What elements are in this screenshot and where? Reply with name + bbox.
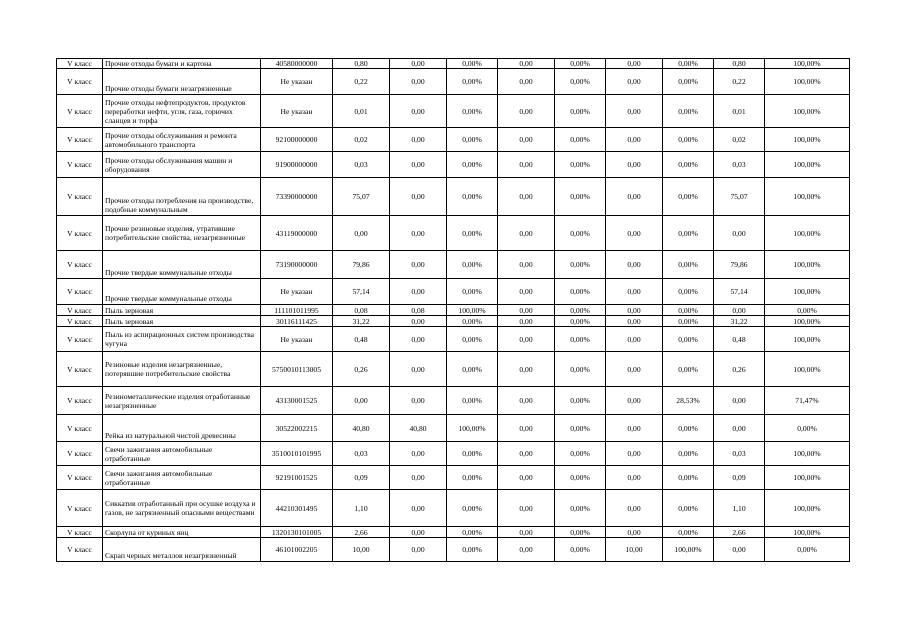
value-cell: 0,00 [606, 352, 663, 387]
name-cell: Прочие отходы бумаги и картона [103, 59, 261, 69]
value-cell: 0,08 [390, 305, 447, 316]
value-cell: 0,01 [714, 95, 765, 128]
name-cell: Пыль зерновая [103, 305, 261, 316]
percent-cell: 0,00% [555, 251, 606, 279]
class-cell: V класс [57, 178, 103, 216]
name-cell: Прочие твердые коммунальные отходы [103, 279, 261, 305]
name-cell: Свечи зажигания автомобильные отработанные [103, 442, 261, 466]
percent-cell: 0,00% [447, 527, 498, 538]
percent-cell: 0,00% [555, 128, 606, 152]
value-cell: 1,10 [714, 490, 765, 527]
percent-cell: 100,00% [765, 490, 850, 527]
value-cell: 40,80 [333, 415, 390, 442]
value-cell: 0,00 [390, 216, 447, 251]
code-cell: 111101011995 [261, 305, 333, 316]
percent-cell: 100,00% [765, 466, 850, 490]
value-cell: 0,00 [390, 442, 447, 466]
percent-cell: 0,00% [663, 128, 714, 152]
value-cell: 0,00 [390, 316, 447, 327]
value-cell: 0,00 [498, 152, 555, 178]
waste-table [56, 58, 850, 562]
value-cell: 31,22 [714, 316, 765, 327]
class-cell: V класс [57, 128, 103, 152]
class-cell: V класс [57, 69, 103, 95]
code-cell: 73190000000 [261, 251, 333, 279]
percent-cell: 0,00% [663, 216, 714, 251]
table-row [57, 466, 850, 490]
percent-cell: 0,00% [447, 387, 498, 415]
class-cell: V класс [57, 305, 103, 316]
code-cell: 30522002215 [261, 415, 333, 442]
table-row [57, 95, 850, 128]
value-cell: 0,00 [390, 59, 447, 69]
percent-cell: 100,00% [447, 415, 498, 442]
value-cell: 0,00 [498, 59, 555, 69]
class-cell: V класс [57, 490, 103, 527]
value-cell: 0,00 [606, 490, 663, 527]
percent-cell: 0,00% [555, 415, 606, 442]
name-cell: Пыль из аспирационных систем производства чугуна [103, 327, 261, 352]
value-cell: 79,86 [333, 251, 390, 279]
value-cell: 0,00 [498, 415, 555, 442]
percent-cell: 0,00% [663, 466, 714, 490]
document-page [56, 58, 849, 562]
value-cell: 0,00 [390, 538, 447, 562]
percent-cell: 100,00% [765, 178, 850, 216]
code-cell: 44210301495 [261, 490, 333, 527]
percent-cell: 0,00% [663, 95, 714, 128]
value-cell: 0,00 [606, 305, 663, 316]
code-cell: 92191001525 [261, 466, 333, 490]
value-cell: 0,00 [606, 442, 663, 466]
name-cell: Резинометаллические изделия отработанные незагрязненные [103, 387, 261, 415]
code-cell: Не указан [261, 279, 333, 305]
value-cell: 0,00 [714, 387, 765, 415]
table-row [57, 442, 850, 466]
percent-cell: 0,00% [555, 316, 606, 327]
value-cell: 0,22 [333, 69, 390, 95]
percent-cell: 0,00% [447, 178, 498, 216]
percent-cell: 100,00% [765, 59, 850, 69]
name-cell: Пыль зерновая [103, 316, 261, 327]
class-cell: V класс [57, 352, 103, 387]
percent-cell: 0,00% [447, 69, 498, 95]
value-cell: 0,00 [390, 69, 447, 95]
percent-cell: 0,00% [555, 352, 606, 387]
value-cell: 75,07 [333, 178, 390, 216]
value-cell: 0,00 [390, 152, 447, 178]
value-cell: 0,00 [498, 327, 555, 352]
value-cell: 10,00 [606, 538, 663, 562]
value-cell: 0,00 [498, 69, 555, 95]
class-cell: V класс [57, 387, 103, 415]
percent-cell: 0,00% [447, 59, 498, 69]
name-cell: Прочие твердые коммунальные отходы [103, 251, 261, 279]
value-cell: 0,48 [333, 327, 390, 352]
value-cell: 0,00 [498, 251, 555, 279]
value-cell: 0,00 [390, 95, 447, 128]
percent-cell: 0,00% [663, 490, 714, 527]
table-row [57, 527, 850, 538]
value-cell: 0,03 [333, 152, 390, 178]
table-row [57, 490, 850, 527]
code-cell: 43130001525 [261, 387, 333, 415]
name-cell: Прочие отходы бумаги незагрязненные [103, 69, 261, 95]
table-row [57, 178, 850, 216]
name-cell: Прочие отходы обслуживания и ремонта автомобильного транспорта [103, 128, 261, 152]
percent-cell: 0,00% [663, 178, 714, 216]
class-cell: V класс [57, 527, 103, 538]
code-cell: 46101002205 [261, 538, 333, 562]
value-cell: 0,09 [333, 466, 390, 490]
value-cell: 0,80 [714, 59, 765, 69]
name-cell: Резиновые изделия незагрязненные, потерявшие потребительские свойства [103, 352, 261, 387]
value-cell: 0,00 [498, 442, 555, 466]
percent-cell: 0,00% [555, 69, 606, 95]
value-cell: 0,00 [498, 305, 555, 316]
class-cell: V класс [57, 251, 103, 279]
name-cell: Рейка из натуральной чистой древесины [103, 415, 261, 442]
value-cell: 57,14 [333, 279, 390, 305]
value-cell: 0,03 [333, 442, 390, 466]
value-cell: 75,07 [714, 178, 765, 216]
value-cell: 0,00 [498, 490, 555, 527]
percent-cell: 0,00% [663, 316, 714, 327]
percent-cell: 0,00% [663, 59, 714, 69]
percent-cell: 0,00% [663, 69, 714, 95]
value-cell: 0,02 [333, 128, 390, 152]
code-cell: 92100000000 [261, 128, 333, 152]
percent-cell: 100,00% [765, 216, 850, 251]
value-cell: 0,00 [714, 305, 765, 316]
value-cell: 0,00 [606, 466, 663, 490]
code-cell: 5750010113005 [261, 352, 333, 387]
code-cell: 3510010101995 [261, 442, 333, 466]
percent-cell: 0,00% [663, 152, 714, 178]
value-cell: 79,86 [714, 251, 765, 279]
code-cell: Не указан [261, 327, 333, 352]
value-cell: 0,00 [498, 352, 555, 387]
class-cell: V класс [57, 538, 103, 562]
value-cell: 0,26 [714, 352, 765, 387]
value-cell: 0,00 [390, 128, 447, 152]
percent-cell: 0,00% [447, 128, 498, 152]
code-cell: 43119000000 [261, 216, 333, 251]
name-cell: Сиккатив отработанный при осушке воздуха и газов, не загрязненный опасными веществами [103, 490, 261, 527]
percent-cell: 0,00% [447, 95, 498, 128]
value-cell: 0,00 [606, 415, 663, 442]
percent-cell: 100,00% [765, 152, 850, 178]
table-row [57, 305, 850, 316]
percent-cell: 0,00% [555, 490, 606, 527]
value-cell: 0,00 [390, 466, 447, 490]
value-cell: 0,00 [606, 327, 663, 352]
percent-cell: 0,00% [555, 442, 606, 466]
name-cell: Прочие отходы потребления на производстве, подобные коммунальным [103, 178, 261, 216]
value-cell: 0,00 [390, 527, 447, 538]
value-cell: 0,00 [606, 316, 663, 327]
percent-cell: 0,00% [765, 538, 850, 562]
class-cell: V класс [57, 327, 103, 352]
name-cell: Скорлупа от куриных яиц [103, 527, 261, 538]
class-cell: V класс [57, 95, 103, 128]
table-body [57, 59, 850, 562]
percent-cell: 0,00% [555, 152, 606, 178]
code-cell: Не указан [261, 95, 333, 128]
percent-cell: 0,00% [555, 327, 606, 352]
percent-cell: 0,00% [555, 216, 606, 251]
percent-cell: 0,00% [447, 251, 498, 279]
percent-cell: 0,00% [555, 538, 606, 562]
table-row [57, 251, 850, 279]
value-cell: 0,00 [390, 251, 447, 279]
code-cell: 40580000000 [261, 59, 333, 69]
percent-cell: 0,00% [663, 442, 714, 466]
value-cell: 0,80 [333, 59, 390, 69]
percent-cell: 100,00% [765, 527, 850, 538]
percent-cell: 0,00% [663, 305, 714, 316]
value-cell: 0,00 [606, 59, 663, 69]
percent-cell: 0,00% [447, 327, 498, 352]
value-cell: 2,66 [333, 527, 390, 538]
value-cell: 0,00 [606, 216, 663, 251]
percent-cell: 0,00% [555, 466, 606, 490]
percent-cell: 0,00% [447, 216, 498, 251]
percent-cell: 100,00% [765, 251, 850, 279]
code-cell: 91900000000 [261, 152, 333, 178]
name-cell: Прочие отходы обслуживания машин и оборудования [103, 152, 261, 178]
class-cell: V класс [57, 279, 103, 305]
value-cell: 0,00 [333, 216, 390, 251]
value-cell: 0,03 [714, 152, 765, 178]
value-cell: 0,00 [714, 216, 765, 251]
value-cell: 0,00 [390, 387, 447, 415]
percent-cell: 0,00% [555, 279, 606, 305]
value-cell: 0,00 [498, 128, 555, 152]
percent-cell: 0,00% [447, 538, 498, 562]
percent-cell: 0,00% [663, 327, 714, 352]
value-cell: 0,00 [606, 279, 663, 305]
percent-cell: 0,00% [663, 527, 714, 538]
value-cell: 0,48 [714, 327, 765, 352]
class-cell: V класс [57, 316, 103, 327]
value-cell: 57,14 [714, 279, 765, 305]
value-cell: 0,00 [390, 490, 447, 527]
percent-cell: 0,00% [447, 490, 498, 527]
value-cell: 0,00 [498, 95, 555, 128]
percent-cell: 0,00% [765, 305, 850, 316]
percent-cell: 100,00% [765, 316, 850, 327]
class-cell: V класс [57, 466, 103, 490]
value-cell: 0,00 [606, 387, 663, 415]
value-cell: 31,22 [333, 316, 390, 327]
value-cell: 2,66 [714, 527, 765, 538]
table-row [57, 415, 850, 442]
percent-cell: 0,00% [447, 279, 498, 305]
name-cell: Прочие резиновые изделия, утратившие потребительские свойства, незагрязненные [103, 216, 261, 251]
value-cell: 0,02 [714, 128, 765, 152]
percent-cell: 0,00% [555, 527, 606, 538]
table-row [57, 216, 850, 251]
percent-cell: 100,00% [765, 352, 850, 387]
percent-cell: 0,00% [447, 352, 498, 387]
percent-cell: 0,00% [447, 442, 498, 466]
table-row [57, 152, 850, 178]
value-cell: 0,00 [714, 415, 765, 442]
value-cell: 10,00 [333, 538, 390, 562]
percent-cell: 0,00% [447, 466, 498, 490]
table-row [57, 316, 850, 327]
percent-cell: 71,47% [765, 387, 850, 415]
code-cell: Не указан [261, 69, 333, 95]
value-cell: 0,00 [606, 178, 663, 216]
value-cell: 0,00 [498, 279, 555, 305]
percent-cell: 100,00% [765, 327, 850, 352]
class-cell: V класс [57, 59, 103, 69]
percent-cell: 0,00% [555, 59, 606, 69]
value-cell: 0,00 [498, 527, 555, 538]
percent-cell: 0,00% [555, 387, 606, 415]
name-cell: Прочие отходы нефтепродуктов, продуктов переработки нефти, угля, газа, горючих сланцев и торфа [103, 95, 261, 128]
value-cell: 0,00 [390, 279, 447, 305]
percent-cell: 0,00% [663, 251, 714, 279]
value-cell: 0,00 [390, 327, 447, 352]
value-cell: 0,00 [606, 251, 663, 279]
value-cell: 40,80 [390, 415, 447, 442]
value-cell: 0,00 [498, 178, 555, 216]
table-row [57, 69, 850, 95]
value-cell: 0,00 [606, 152, 663, 178]
percent-cell: 100,00% [765, 279, 850, 305]
value-cell: 0,22 [714, 69, 765, 95]
class-cell: V класс [57, 415, 103, 442]
percent-cell: 0,00% [663, 352, 714, 387]
percent-cell: 0,00% [447, 152, 498, 178]
code-cell: 30116111425 [261, 316, 333, 327]
value-cell: 0,09 [714, 466, 765, 490]
value-cell: 0,00 [714, 538, 765, 562]
value-cell: 0,00 [390, 178, 447, 216]
value-cell: 0,00 [498, 466, 555, 490]
value-cell: 0,00 [498, 538, 555, 562]
table-row [57, 59, 850, 69]
percent-cell: 100,00% [765, 95, 850, 128]
table-row [57, 128, 850, 152]
percent-cell: 0,00% [555, 95, 606, 128]
value-cell: 0,03 [714, 442, 765, 466]
percent-cell: 100,00% [765, 69, 850, 95]
code-cell: 73390000000 [261, 178, 333, 216]
value-cell: 0,00 [390, 352, 447, 387]
percent-cell: 100,00% [447, 305, 498, 316]
value-cell: 1,10 [333, 490, 390, 527]
percent-cell: 100,00% [765, 128, 850, 152]
percent-cell: 0,00% [663, 415, 714, 442]
value-cell: 0,00 [333, 387, 390, 415]
value-cell: 0,00 [606, 128, 663, 152]
value-cell: 0,00 [606, 95, 663, 128]
value-cell: 0,00 [606, 527, 663, 538]
class-cell: V класс [57, 442, 103, 466]
table-row [57, 387, 850, 415]
table-row [57, 327, 850, 352]
percent-cell: 0,00% [555, 305, 606, 316]
class-cell: V класс [57, 216, 103, 251]
value-cell: 0,08 [333, 305, 390, 316]
percent-cell: 28,53% [663, 387, 714, 415]
value-cell: 0,00 [498, 387, 555, 415]
percent-cell: 0,00% [555, 178, 606, 216]
value-cell: 0,00 [606, 69, 663, 95]
value-cell: 0,00 [498, 216, 555, 251]
value-cell: 0,26 [333, 352, 390, 387]
percent-cell: 0,00% [663, 279, 714, 305]
name-cell: Свечи зажигания автомобильные отработанные [103, 466, 261, 490]
percent-cell: 100,00% [663, 538, 714, 562]
value-cell: 0,00 [498, 316, 555, 327]
code-cell: 1320130101005 [261, 527, 333, 538]
percent-cell: 100,00% [765, 442, 850, 466]
value-cell: 0,01 [333, 95, 390, 128]
table-row [57, 352, 850, 387]
table-row [57, 538, 850, 562]
percent-cell: 0,00% [765, 415, 850, 442]
table-row [57, 279, 850, 305]
name-cell: Скрап черных металлов незагрязненный [103, 538, 261, 562]
class-cell: V класс [57, 152, 103, 178]
percent-cell: 0,00% [447, 316, 498, 327]
